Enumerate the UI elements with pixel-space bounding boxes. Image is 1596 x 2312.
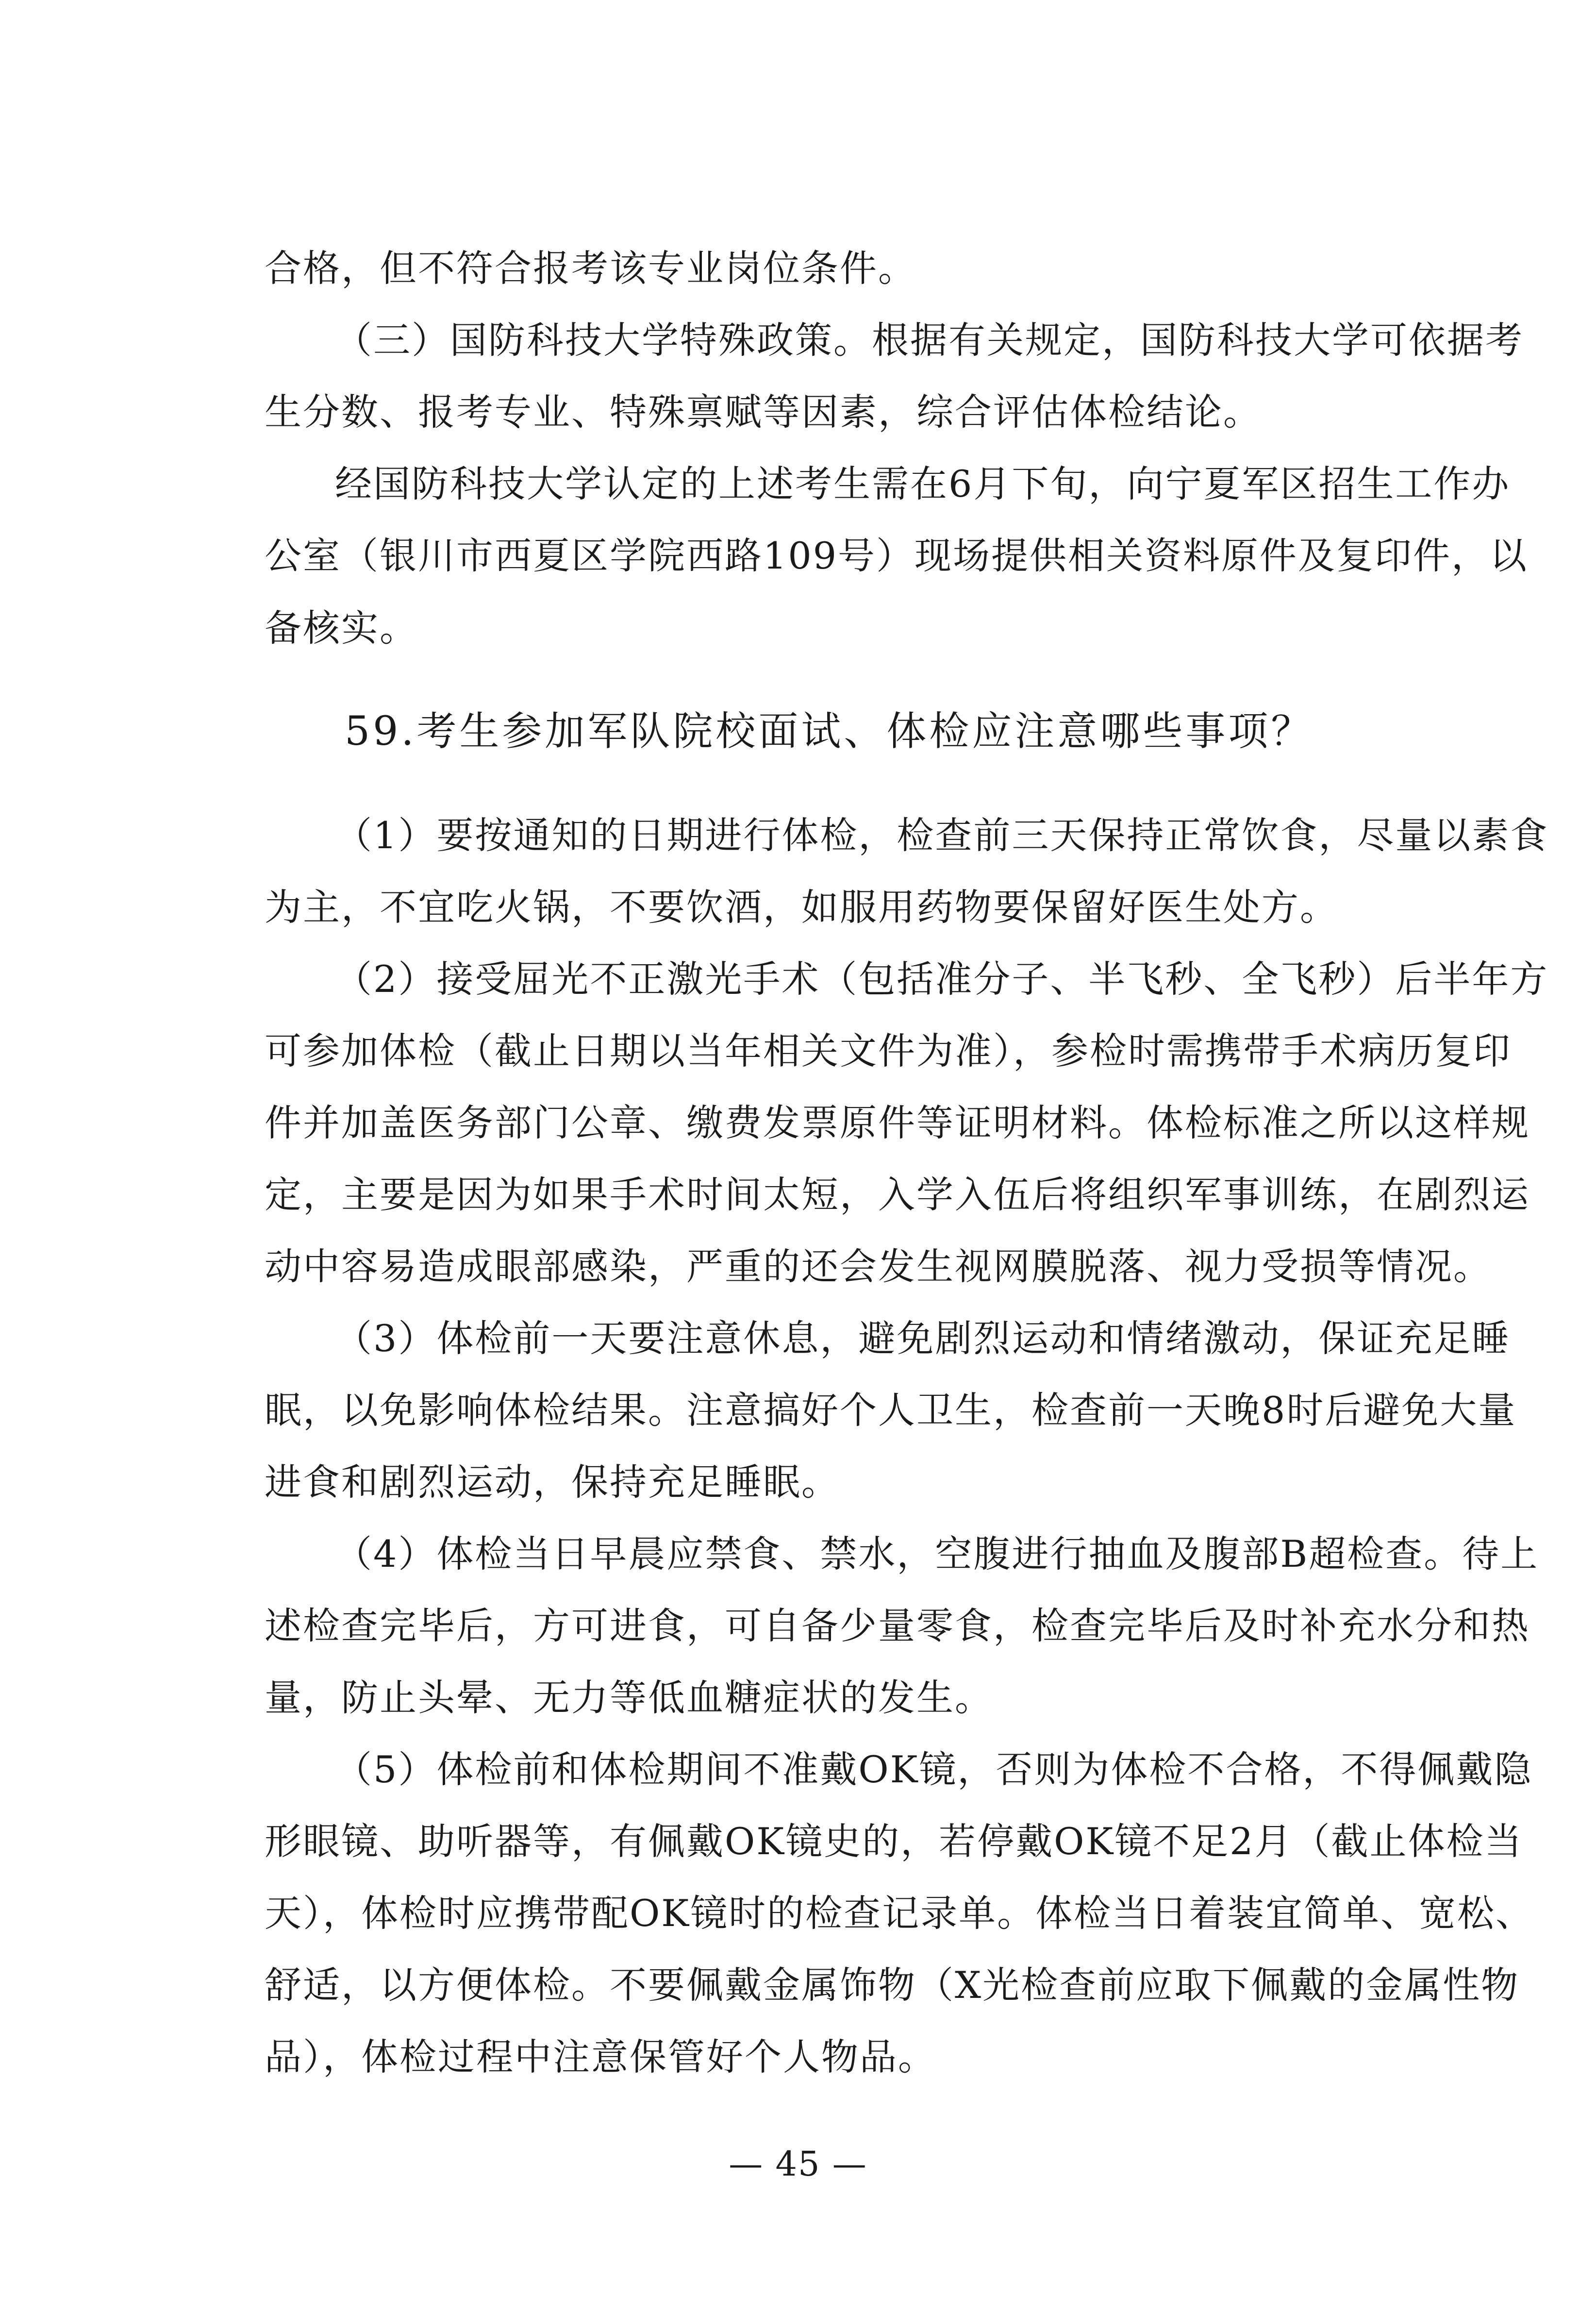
text-line: 为主，不宜吃火锅，不要饮酒，如服用药物要保留好医生处方。 [265,886,1338,929]
text-line: 述检查完毕后，方可进食，可自备少量零食，检查完毕后及时补充水分和热 [265,1604,1530,1647]
text-line: 合格，但不符合报考该专业岗位条件。 [265,247,916,290]
text-line: （3）体检前一天要注意休息，避免剧烈运动和情绪激动，保证充足睡 [335,1317,1511,1360]
text-line: 进食和剧烈运动，保持充足睡眠。 [265,1460,840,1504]
text-line: 舒适，以方便体检。不要佩戴金属饰物（X光检查前应取下佩戴的金属性物 [265,1963,1520,2007]
text-line: 公室（银川市西夏区学院西路109号）现场提供相关资料原件及复印件，以 [265,534,1529,577]
text-line: 品），体检过程中注意保管好个人物品。 [265,2035,936,2078]
text-line: 动中容易造成眼部感染，严重的还会发生视网膜脱落、视力受损等情况。 [265,1245,1492,1288]
text-line: 眠，以免影响体检结果。注意搞好个人卫生，检查前一天晚8时后避免大量 [265,1389,1517,1432]
text-line: （2）接受屈光不正激光手术（包括准分子、半飞秒、全飞秒）后半年方 [335,957,1549,1001]
text-line: 量，防止头晕、无力等低血糖症状的发生。 [265,1676,993,1719]
text-line: 天），体检时应携带配OK镜时的检查记录单。体检当日着装宜简单、宽松、 [265,1892,1534,1935]
text-line: 生分数、报考专业、特殊禀赋等因素，综合评估体检结论。 [265,390,1262,434]
text-line: （1）要按通知的日期进行体检，检查前三天保持正常饮食，尽量以素食 [335,814,1549,857]
text-line: 备核实。 [265,606,418,650]
text-line: （4）体检当日早晨应禁食、禁水，空腹进行抽血及腹部B超检查。待上 [335,1532,1539,1575]
text-line: 经国防科技大学认定的上述考生需在6月下旬，向宁夏军区招生工作办 [335,462,1511,505]
page-number: — 45 — [729,2144,867,2184]
section-heading: 59.考生参加军队院校面试、体检应注意哪些事项？ [345,708,1314,754]
text-line: 可参加体检（截止日期以当年相关文件为准），参检时需携带手术病历复印 [265,1029,1512,1072]
text-line: 件并加盖医务部门公章、缴费发票原件等证明材料。体检标准之所以这样规 [265,1101,1530,1144]
text-line: 形眼镜、助听器等，有佩戴OK镜史的，若停戴OK镜不足2月（截止体检当 [265,1820,1523,1863]
text-line: （5）体检前和体检期间不准戴OK镜，否则为体检不合格，不得佩戴隐 [335,1748,1533,1791]
text-line: （三）国防科技大学特殊政策。根据有关规定，国防科技大学可依据考 [335,318,1524,362]
text-line: 定，主要是因为如果手术时间太短，入学入伍后将组织军事训练，在剧烈运 [265,1173,1530,1216]
